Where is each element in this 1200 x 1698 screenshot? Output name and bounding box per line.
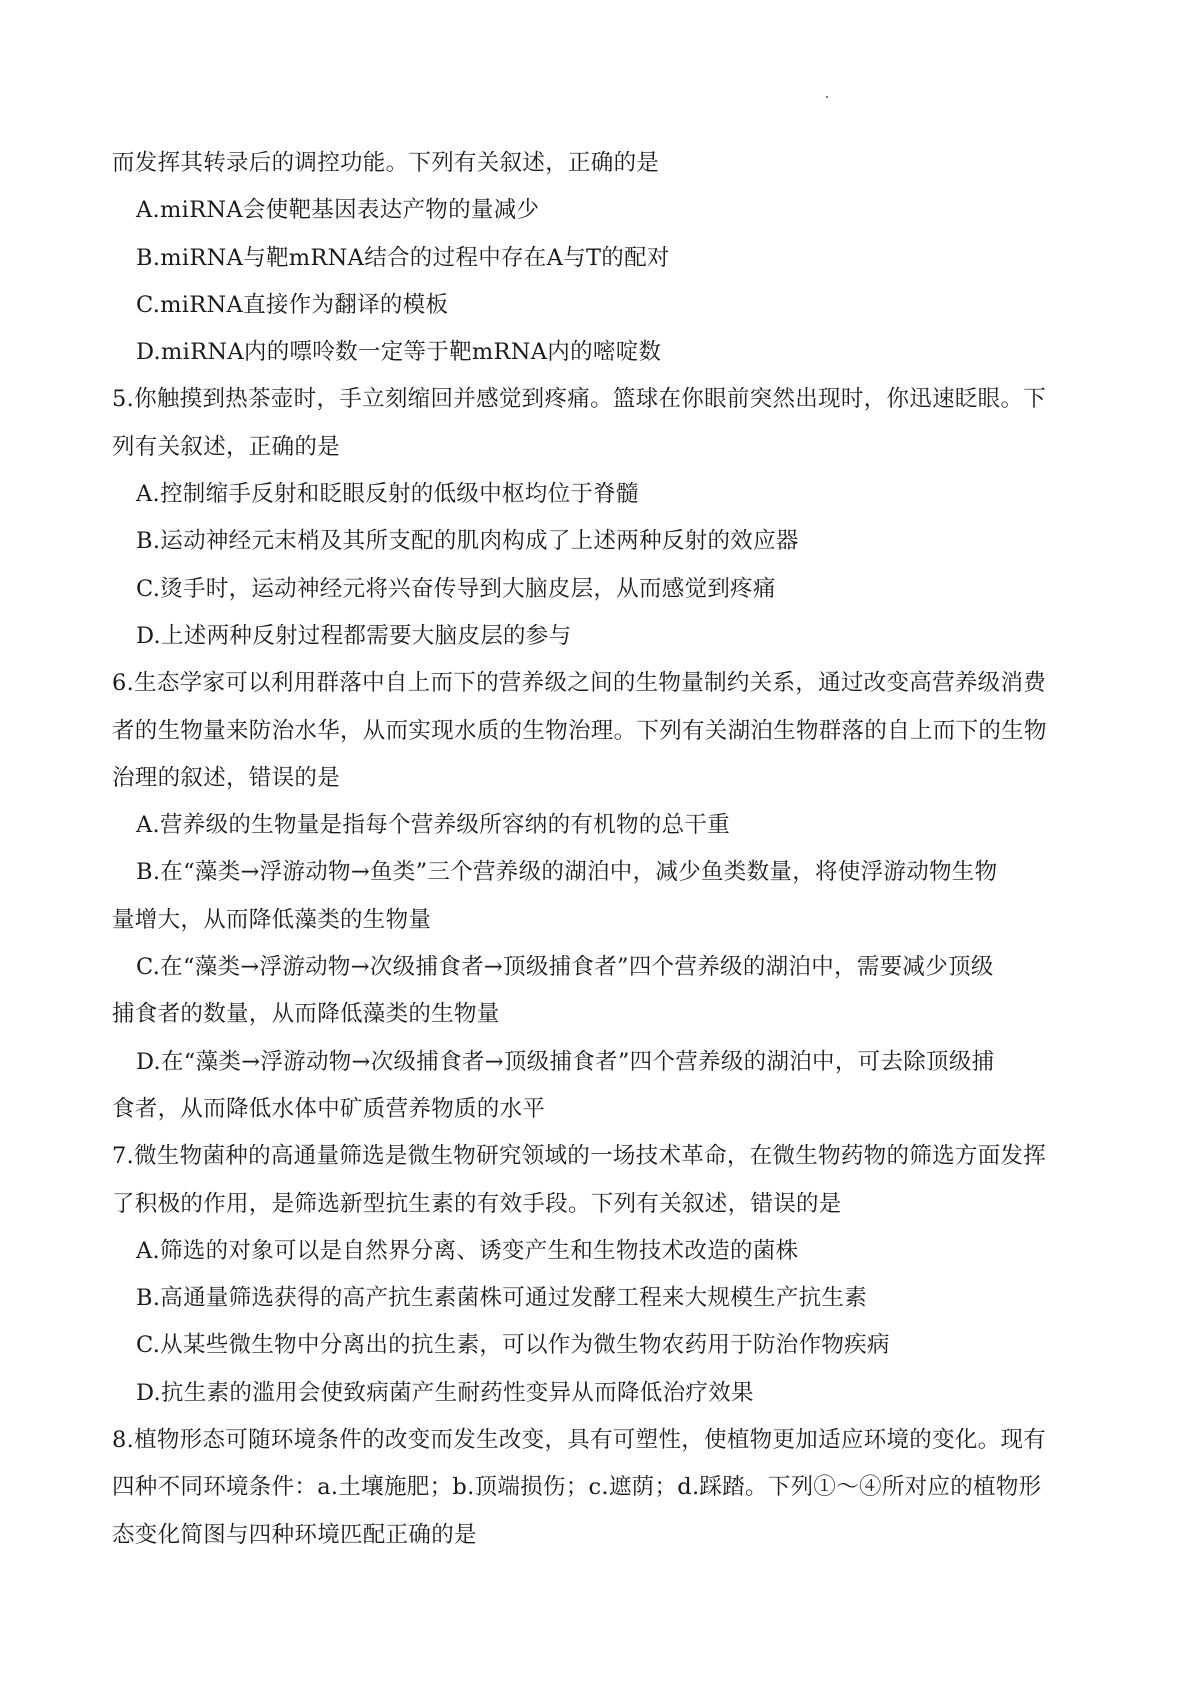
question-stem: 5.你触摸到热茶壶时，手立刻缩回并感觉到疼痛。篮球在你眼前突然出现时，你迅速眨眼。下 bbox=[112, 386, 1047, 413]
question-stem: 7.微生物菌种的高通量筛选是微生物研究领域的一场技术革命，在微生物药物的筛选方面发挥 bbox=[112, 1143, 1047, 1170]
text-line-continuation: 捕食者的数量，从而降低藻类的生物量 bbox=[112, 1001, 500, 1028]
answer-option: A.miRNA会使靶基因表达产物的量减少 bbox=[136, 197, 540, 224]
text-line-continuation: 治理的叙述，错误的是 bbox=[112, 764, 341, 791]
answer-option: D.在“藻类→浮游动物→次级捕食者→顶级捕食者”四个营养级的湖泊中，可去除顶级捕 bbox=[136, 1048, 995, 1075]
answer-option: C.miRNA直接作为翻译的模板 bbox=[136, 291, 449, 318]
answer-option: A.筛选的对象可以是自然界分离、诱变产生和生物技术改造的菌株 bbox=[136, 1237, 799, 1264]
text-line-continuation: 态变化简图与四种环境匹配正确的是 bbox=[112, 1521, 477, 1548]
text-line-continuation: 而发挥其转录后的调控功能。下列有关叙述，正确的是 bbox=[112, 150, 660, 176]
text-line-continuation: 者的生物量来防治水华，从而实现水质的生物治理。下列有关湖泊生物群落的自上而下的生物 bbox=[112, 717, 1047, 744]
answer-option: D.miRNA内的嘌呤数一定等于靶mRNA内的嘧啶数 bbox=[136, 339, 662, 366]
answer-option: D.上述两种反射过程都需要大脑皮层的参与 bbox=[136, 622, 572, 649]
answer-option: B.miRNA与靶mRNA结合的过程中存在A与T的配对 bbox=[136, 244, 670, 271]
answer-option: A.营养级的生物量是指每个营养级所容纳的有机物的总干重 bbox=[136, 812, 731, 839]
answer-option: B.在“藻类→浮游动物→鱼类”三个营养级的湖泊中，减少鱼类数量，将使浮游动物生物 bbox=[136, 859, 998, 886]
answer-option: C.烫手时，运动神经元将兴奋传导到大脑皮层，从而感觉到疼痛 bbox=[136, 575, 776, 602]
text-line-continuation: 四种不同环境条件：a.土壤施肥；b.顶端损伤；c.遮荫；d.踩踏。下列①～④所对应的植物形 bbox=[112, 1474, 1042, 1501]
answer-option: B.高通量筛选获得的高产抗生素菌株可通过发酵工程来大规模生产抗生素 bbox=[136, 1285, 868, 1312]
answer-option: A.控制缩手反射和眨眼反射的低级中枢均位于脊髓 bbox=[136, 481, 639, 508]
page-mark bbox=[826, 96, 828, 98]
text-line-continuation: 了积极的作用，是筛选新型抗生素的有效手段。下列有关叙述，错误的是 bbox=[112, 1190, 842, 1217]
text-line-continuation: 食者，从而降低水体中矿质营养物质的水平 bbox=[112, 1095, 546, 1122]
answer-option: C.从某些微生物中分离出的抗生素，可以作为微生物农药用于防治作物疾病 bbox=[136, 1332, 890, 1359]
answer-option: C.在“藻类→浮游动物→次级捕食者→顶级捕食者”四个营养级的湖泊中，需要减少顶级 bbox=[136, 954, 994, 981]
exam-text-body bbox=[112, 140, 1102, 1559]
answer-option: B.运动神经元末梢及其所支配的肌肉构成了上述两种反射的效应器 bbox=[136, 528, 799, 555]
text-line-continuation: 列有关叙述，正确的是 bbox=[112, 433, 341, 460]
question-stem: 8.植物形态可随环境条件的改变而发生改变，具有可塑性，使植物更加适应环境的变化。现有 bbox=[112, 1427, 1047, 1454]
text-line-continuation: 量增大，从而降低藻类的生物量 bbox=[112, 906, 432, 933]
answer-option: D.抗生素的滥用会使致病菌产生耐药性变异从而降低治疗效果 bbox=[136, 1379, 754, 1406]
question-stem: 6.生态学家可以利用群落中自上而下的营养级之间的生物量制约关系，通过改变高营养级消费 bbox=[112, 670, 1047, 697]
